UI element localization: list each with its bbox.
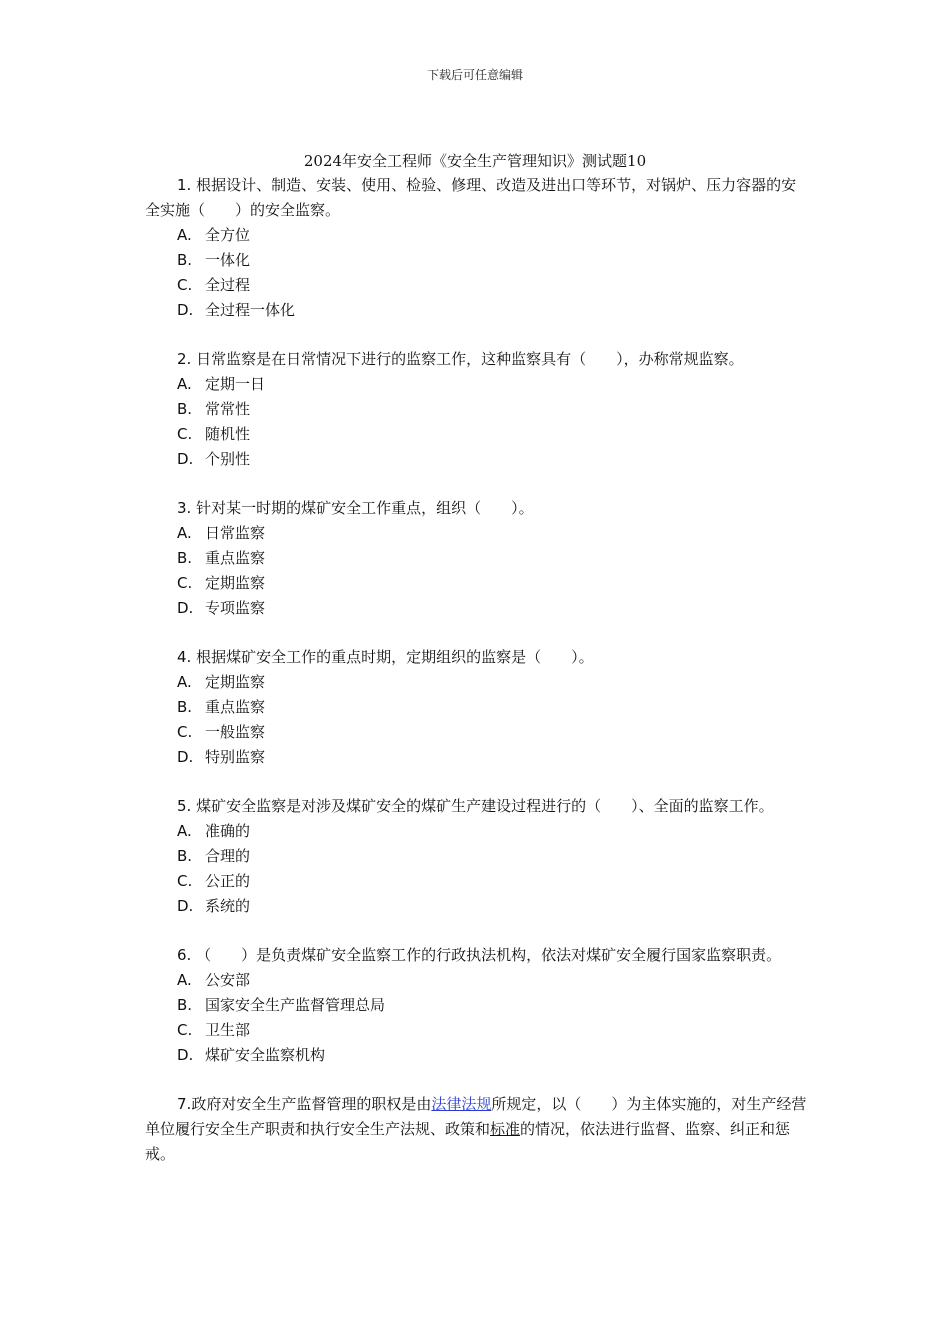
option-item bbox=[177, 894, 810, 919]
option-text: 全方位 bbox=[205, 226, 251, 244]
question-text: （ ）是负责煤矿安全监察工作的行政执法机构，依法对煤矿安全履行国家监察职责。 bbox=[196, 946, 782, 964]
option-item bbox=[177, 372, 810, 397]
option-text: 公正的 bbox=[205, 872, 251, 890]
question-number: 3. bbox=[177, 499, 192, 517]
question-text: 根据煤矿安全工作的重点时期，定期组织的监察是（ ）。 bbox=[196, 648, 594, 666]
option-item bbox=[177, 397, 810, 422]
option-letter: D. bbox=[177, 748, 194, 766]
option-text: 一体化 bbox=[205, 251, 251, 269]
option-letter: C. bbox=[177, 425, 193, 443]
question-number: 5. bbox=[177, 797, 192, 815]
standard-underlined-word: 标准 bbox=[490, 1120, 521, 1138]
option-letter: A. bbox=[177, 524, 192, 542]
option-item bbox=[177, 1018, 810, 1043]
option-item bbox=[177, 670, 810, 695]
question-text-part2: 所规定，以（ ）为主体实施的，对生产经营单位履行安全生产职责和执行安全生产法规、政策和 bbox=[145, 1095, 807, 1138]
question-number: 7. bbox=[177, 1095, 192, 1113]
option-text: 合理的 bbox=[205, 847, 251, 865]
option-item bbox=[177, 273, 810, 298]
option-letter: D. bbox=[177, 897, 194, 915]
question-number: 1. bbox=[177, 176, 192, 194]
option-item bbox=[177, 546, 810, 571]
question-7 bbox=[145, 1092, 810, 1167]
question-text-part1: 政府对安全生产监督管理的职权是由 bbox=[191, 1095, 432, 1113]
question-text: 针对某一时期的煤矿安全工作重点，组织（ ）。 bbox=[196, 499, 534, 517]
option-text: 系统的 bbox=[205, 897, 251, 915]
option-text: 公安部 bbox=[205, 971, 251, 989]
option-text: 卫生部 bbox=[205, 1021, 251, 1039]
option-list bbox=[145, 670, 810, 770]
question-6 bbox=[145, 943, 810, 1068]
question-3 bbox=[145, 496, 810, 621]
option-item bbox=[177, 248, 810, 273]
option-text: 定期一日 bbox=[205, 375, 266, 393]
option-item bbox=[177, 993, 810, 1018]
option-list bbox=[145, 819, 810, 919]
option-item bbox=[177, 720, 810, 745]
option-item bbox=[177, 447, 810, 472]
option-item bbox=[177, 745, 810, 770]
question-stem bbox=[145, 173, 810, 223]
option-text: 专项监察 bbox=[205, 599, 266, 617]
option-text: 重点监察 bbox=[205, 698, 266, 716]
option-letter: B. bbox=[177, 400, 193, 418]
option-item bbox=[177, 298, 810, 323]
questions-container bbox=[145, 173, 810, 1068]
option-text: 定期监察 bbox=[205, 574, 266, 592]
question-number: 2. bbox=[177, 350, 192, 368]
question-stem bbox=[145, 794, 810, 819]
option-letter: D. bbox=[177, 599, 194, 617]
option-item bbox=[177, 844, 810, 869]
question-5 bbox=[145, 794, 810, 919]
option-text: 个别性 bbox=[205, 450, 251, 468]
question-4 bbox=[145, 645, 810, 770]
option-letter: C. bbox=[177, 1021, 193, 1039]
question-2 bbox=[145, 347, 810, 472]
option-letter: B. bbox=[177, 251, 193, 269]
option-letter: D. bbox=[177, 1046, 194, 1064]
option-text: 一般监察 bbox=[205, 723, 266, 741]
option-item bbox=[177, 695, 810, 720]
question-number: 4. bbox=[177, 648, 192, 666]
option-text: 重点监察 bbox=[205, 549, 266, 567]
option-letter: C. bbox=[177, 723, 193, 741]
option-letter: C. bbox=[177, 574, 193, 592]
question-number: 6. bbox=[177, 946, 192, 964]
option-letter: B. bbox=[177, 996, 193, 1014]
question-stem bbox=[145, 1092, 810, 1167]
question-stem bbox=[145, 943, 810, 968]
option-text: 常常性 bbox=[205, 400, 251, 418]
law-link[interactable]: 法律法规 bbox=[431, 1095, 492, 1113]
option-text: 定期监察 bbox=[205, 673, 266, 691]
option-item bbox=[177, 869, 810, 894]
option-text: 全过程一体化 bbox=[205, 301, 296, 319]
option-text: 煤矿安全监察机构 bbox=[205, 1046, 326, 1064]
option-letter: B. bbox=[177, 698, 193, 716]
question-1 bbox=[145, 173, 810, 323]
option-letter: C. bbox=[177, 276, 193, 294]
option-text: 日常监察 bbox=[205, 524, 266, 542]
option-item bbox=[177, 819, 810, 844]
option-letter: A. bbox=[177, 375, 192, 393]
option-text: 全过程 bbox=[205, 276, 251, 294]
option-list bbox=[145, 223, 810, 323]
option-letter: B. bbox=[177, 847, 193, 865]
option-letter: A. bbox=[177, 971, 192, 989]
option-list bbox=[145, 372, 810, 472]
option-letter: A. bbox=[177, 673, 192, 691]
question-stem bbox=[145, 645, 810, 670]
question-text: 日常监察是在日常情况下进行的监察工作，这种监察具有（ ），办称常规监察。 bbox=[196, 350, 744, 368]
question-text: 根据设计、制造、安装、使用、检验、修理、改造及进出口等环节，对锅炉、压力容器的安全实施（ ）的安全监察。 bbox=[145, 176, 797, 219]
option-item bbox=[177, 968, 810, 993]
option-text: 国家安全生产监督管理总局 bbox=[205, 996, 386, 1014]
option-item bbox=[177, 1043, 810, 1068]
question-list bbox=[145, 173, 810, 1191]
option-text: 特别监察 bbox=[205, 748, 266, 766]
question-stem bbox=[145, 347, 810, 372]
option-item bbox=[177, 571, 810, 596]
option-letter: A. bbox=[177, 822, 192, 840]
option-text: 随机性 bbox=[205, 425, 251, 443]
option-letter: B. bbox=[177, 549, 193, 567]
option-item bbox=[177, 596, 810, 621]
header-note: 下载后可任意编辑 bbox=[426, 68, 523, 82]
option-list bbox=[145, 521, 810, 621]
option-letter: D. bbox=[177, 450, 194, 468]
option-list bbox=[145, 968, 810, 1068]
question-text-part3: 的情况，依法进行监督、监察、纠正和惩戒。 bbox=[145, 1120, 791, 1163]
document-title: 2024年安全工程师《安全生产管理知识》测试题10 bbox=[303, 152, 647, 170]
option-item bbox=[177, 422, 810, 447]
option-letter: C. bbox=[177, 872, 193, 890]
question-stem bbox=[145, 496, 810, 521]
option-item bbox=[177, 521, 810, 546]
option-item bbox=[177, 223, 810, 248]
question-text: 煤矿安全监察是对涉及煤矿安全的煤矿生产建设过程进行的（ ）、全面的监察工作。 bbox=[196, 797, 774, 815]
option-text: 准确的 bbox=[205, 822, 251, 840]
option-letter: D. bbox=[177, 301, 194, 319]
option-letter: A. bbox=[177, 226, 192, 244]
